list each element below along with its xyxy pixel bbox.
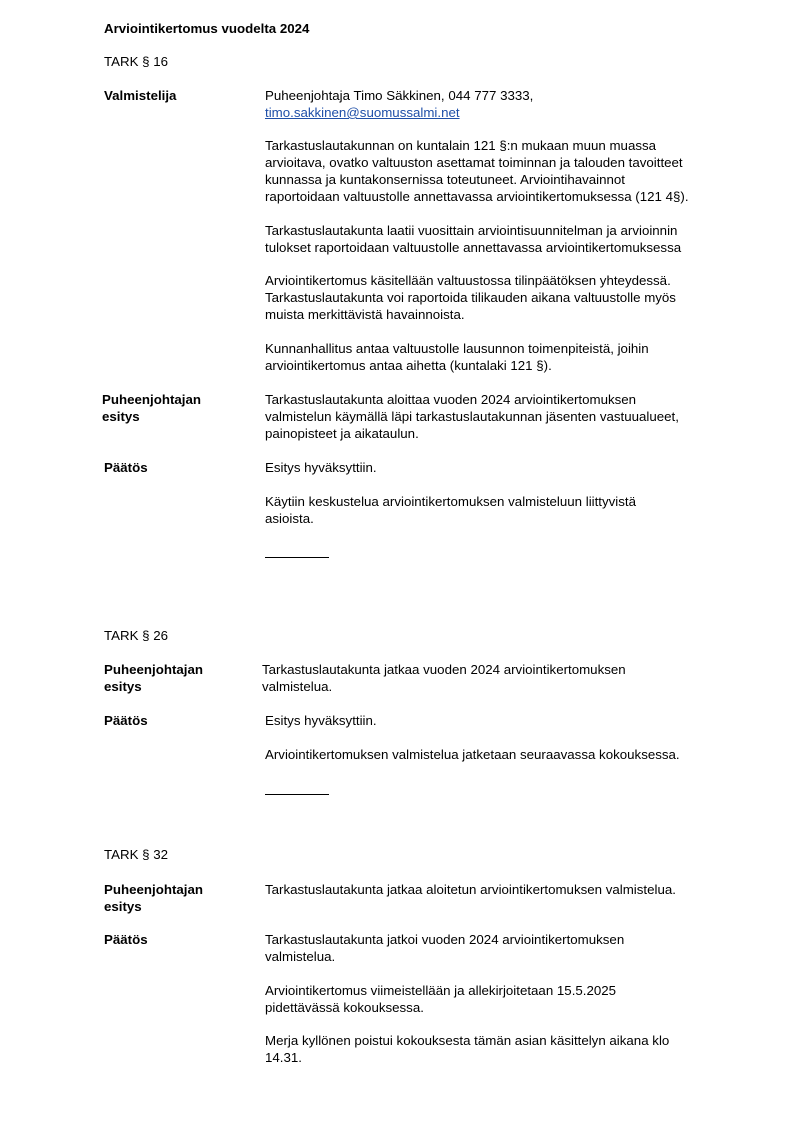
text-line: Kunnanhallitus antaa valtuustolle lausunnon toimenpiteistä, joihin — [265, 341, 649, 356]
section-16-paragraph-2 — [265, 222, 745, 256]
section-32-paatos-2 — [265, 982, 745, 1016]
label-line: esitys — [104, 679, 142, 694]
text-line: kunnassa ja kuntakonsernissa toteutuneet. Arviointihavainnot — [265, 172, 625, 187]
label-line: esitys — [104, 899, 142, 914]
text-line: Arviointikertomus käsitellään valtuustossa tilinpäätöksen yhteydessä. — [265, 273, 671, 288]
text-line: Tarkastuslautakunta jatkaa aloitetun arviointikertomuksen valmistelua. — [265, 882, 676, 897]
text-line: Tarkastuslautakunta aloittaa vuoden 2024 arviointikertomuksen — [265, 392, 637, 407]
section-26-paatos-1 — [265, 712, 745, 729]
section-16-heading: TARK § 16 — [104, 54, 169, 69]
valmistelija-email-link[interactable]: timo.sakkinen@suomussalmi.net — [265, 105, 460, 120]
section-32-esitys-text — [265, 881, 745, 898]
text-line: painopisteet ja aikataulun. — [265, 426, 419, 441]
text-line: valmistelun käymällä läpi tarkastuslautakunnan jäsenten vastuualueet, — [265, 409, 679, 424]
section-16-esitys-text — [265, 391, 745, 442]
text-line: valmistelua. — [262, 679, 333, 694]
text-line: Arviointikertomus viimeistellään ja allekirjoitetaan 15.5.2025 — [265, 983, 617, 998]
section-16-paragraph-4 — [265, 340, 745, 374]
section-32-heading: TARK § 32 — [104, 847, 169, 862]
text-line: 14.31. — [265, 1050, 302, 1065]
text-line: Esitys hyväksyttiin. — [265, 713, 377, 728]
section-26-paatos-2 — [265, 746, 745, 763]
text-line: raportoidaan valtuustolle annettavassa arviointikertomuksessa (121 4§). — [265, 189, 689, 204]
text-line: tulokset raportoidaan valtuustolle annettavassa arviointikertomuksessa — [265, 240, 682, 255]
document-title: Arviointikertomus vuodelta 2024 — [104, 21, 310, 36]
text-line: pidettävässä kokouksessa. — [265, 1000, 424, 1015]
section-16-esitys-label — [102, 391, 201, 425]
text-line: valmistelua. — [265, 949, 336, 964]
label-line: Puheenjohtajan — [104, 882, 203, 897]
text-line: Tarkastuslautakunta voi raportoida tilikauden aikana valtuustolle myös — [265, 290, 676, 305]
section-32-paatos-3 — [265, 1032, 745, 1066]
section-32-esitys-label — [104, 881, 203, 915]
label-line: Puheenjohtajan — [102, 392, 201, 407]
text-line: Tarkastuslautakunta jatkoi vuoden 2024 arviointikertomuksen — [265, 932, 625, 947]
section-26-esitys-label — [104, 661, 203, 695]
section-26-paatos-label: Päätös — [104, 713, 148, 728]
section-26-end-rule — [265, 794, 329, 795]
text-line: arviointikertomus antaa aihetta (kuntalaki 121 §). — [265, 358, 552, 373]
text-line: Esitys hyväksyttiin. — [265, 460, 377, 475]
text-line: Merja kyllönen poistui kokouksesta tämän asian käsittelyn aikana klo — [265, 1033, 670, 1048]
section-32-paatos-1 — [265, 931, 745, 965]
section-16-paatos-2 — [265, 493, 745, 527]
text-line: Tarkastuslautakunta laatii vuosittain arviointisuunnitelman ja arvioinnin — [265, 223, 678, 238]
section-16-paatos-1 — [265, 459, 745, 476]
section-16-paragraph-3 — [265, 272, 745, 323]
text-line: asioista. — [265, 511, 314, 526]
section-26-esitys-text — [262, 661, 742, 695]
section-32-paatos-label: Päätös — [104, 932, 148, 947]
label-line: Puheenjohtajan — [104, 662, 203, 677]
text-line: Käytiin keskustelua arviointikertomuksen valmisteluun liittyvistä — [265, 494, 636, 509]
section-16-end-rule — [265, 557, 329, 558]
section-26-heading: TARK § 26 — [104, 628, 169, 643]
valmistelija-info — [265, 87, 745, 121]
valmistelija-line: Puheenjohtaja Timo Säkkinen, 044 777 3333, — [265, 88, 534, 103]
text-line: muista merkittävistä havainnoista. — [265, 307, 465, 322]
text-line: arvioitava, ovatko valtuuston asettamat toiminnan ja talouden tavoitteet — [265, 155, 683, 170]
text-line: Tarkastuslautakunta jatkaa vuoden 2024 arviointikertomuksen — [262, 662, 626, 677]
text-line: Arviointikertomuksen valmistelua jatketaan seuraavassa kokouksessa. — [265, 747, 680, 762]
section-16-paragraph-1 — [265, 137, 745, 205]
section-16-paatos-label: Päätös — [104, 460, 148, 475]
valmistelija-label: Valmistelija — [104, 88, 177, 103]
label-line: esitys — [102, 409, 140, 424]
text-line: Tarkastuslautakunnan on kuntalain 121 §:n mukaan muun muassa — [265, 138, 657, 153]
